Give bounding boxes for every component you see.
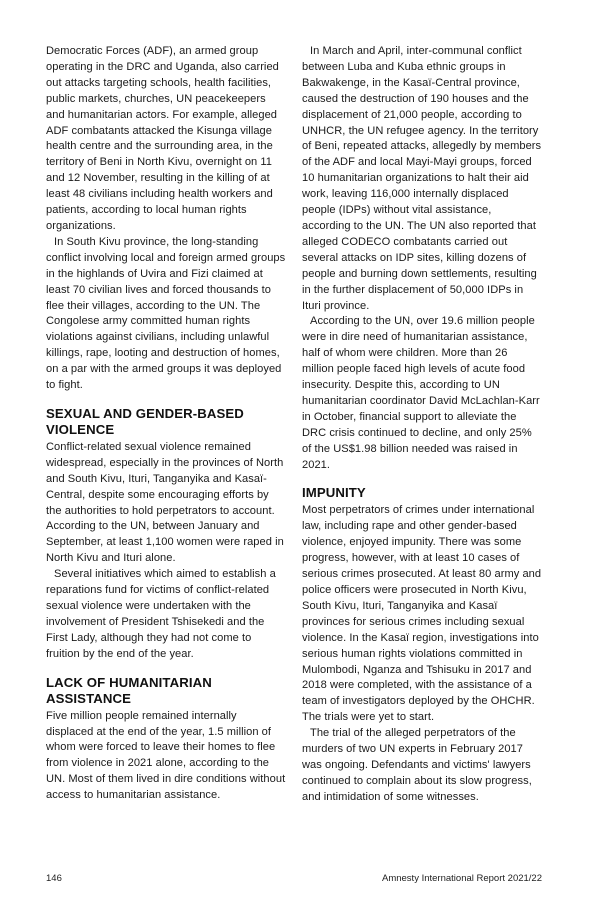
paragraph-reparations: Several initiatives which aimed to establish a reparations fund for victims of conflict-related sexual violence were undertaken with the involvement of President Tshisekedi and the First Lady, although they had not come to fruition by the end of the year. — [46, 568, 276, 660]
paragraph-impunity: Most perpetrators of crimes under international law, including rape and other gender-based violence, enjoyed impunity. There was some progress, however, with at least 10 cases of serious crimes prosecuted. At least 80 army and police officers were prosecuted in North Kivu, South Kivu, Ituri, Tanganyika and Kasaï provinces for serious crimes including sexual violence. In the Kasaï region, investigations into serious human rights violations committed in Mulombodi, Nganza and Tshisuku in 2017 and 2018 were completed, with the assistance of a team of investigators deployed by the OHCHR. The trials were yet to start. — [302, 504, 542, 724]
paragraph-adf-attacks: Democratic Forces (ADF), an armed group operating in the DRC and Uganda, also carried out attacks targeting schools, health facilities, public markets, churches, UN peacekeepers and humanitarian actors. For example, alleged ADF combatants attacked the Kisunga village health centre and the surrounding area, in the territory of Beni in North Kivu, overnight on 11 and 12 November, resulting in the killing of at least 48 civilians including health workers and patients, according to local human rights organizations. — [46, 45, 279, 232]
paragraph-displaced: Five million people remained internally displaced at the end of the year, 1.5 million of whom were forced to leave their homes to flee from violence in 2021 alone, according to the UN. Most of them lived in dire conditions without access to humanitarian assistance. — [46, 709, 286, 802]
paragraph-south-kivu: In South Kivu province, the long-standing conflict involving local and foreign armed groups in the highlands of Uvira and Fizi claimed at least 70 civilian lives and forced thousands to flee their villages, according to the UN. The Congolese army committed human rights violations against civilians, including unlawful killings, rape, looting and destruction of homes, on a par with the armed groups it was deployed to fight. — [46, 235, 286, 392]
right-column — [302, 44, 542, 806]
heading-sexual-violence: SEXUAL AND GENDER-BASED VIOLENCE — [46, 405, 244, 437]
paragraph-humanitarian-need: According to the UN, over 19.6 million people were in dire need of humanitarian assistance, half of whom were children. More than 26 million people faced high levels of acute food insecurity. Despite this, according to UN humanitarian coordinator David McLachlan-Karr in October, financial support to alleviate the DRC crisis continued to decline, and only 25% of the US$1.98 billion needed was raised in 2021. — [302, 315, 540, 471]
paragraph-sexual-violence: Conflict-related sexual violence remained widespread, especially in the provinces of North and South Kivu, Ituri, Tanganyika and Kasaï-Central, despite some encouraging efforts by the authorities to hold perpetrators to account. According to the UN, between January and September, at least 1,100 women were raped in North Kivu and Ituri alone. — [46, 440, 284, 565]
left-column — [46, 44, 286, 804]
page-number: 146 — [46, 873, 62, 884]
paragraph-intercommunal-conflict: In March and April, inter-communal conflict between Luba and Kuba ethnic groups in Bakwakenge, in the Kasaï-Central province, caused the destruction of 190 houses and the displacement of 21,000 people, according to UNHCR, the UN refugee agency. In the territory of Beni, repeated attacks, allegedly by members of the ADF and local Mayi-Mayi groups, forced 10 humanitarian organizations to halt their aid work, leaving 116,000 internally displaced people (IDPs) without vital assistance, according to the UN. The UN also reported that alleged CODECO combatants carried out several attacks on IDP sites, killing dozens of people and burning down settlements, resulting in the further displacement of 50,000 IDPs in Ituri province. — [302, 45, 542, 312]
report-title: Amnesty International Report 2021/22 — [381, 873, 542, 884]
heading-impunity: IMPUNITY — [302, 485, 366, 501]
paragraph-un-experts-trial: The trial of the alleged perpetrators of the murders of two UN experts in February 2017 was ongoing. Defendants and victims' lawyers continued to complain about its slow progress, and intimidation of some witnesses. — [302, 727, 532, 803]
heading-humanitarian-assistance: LACK OF HUMANITARIAN ASSISTANCE — [46, 674, 212, 706]
